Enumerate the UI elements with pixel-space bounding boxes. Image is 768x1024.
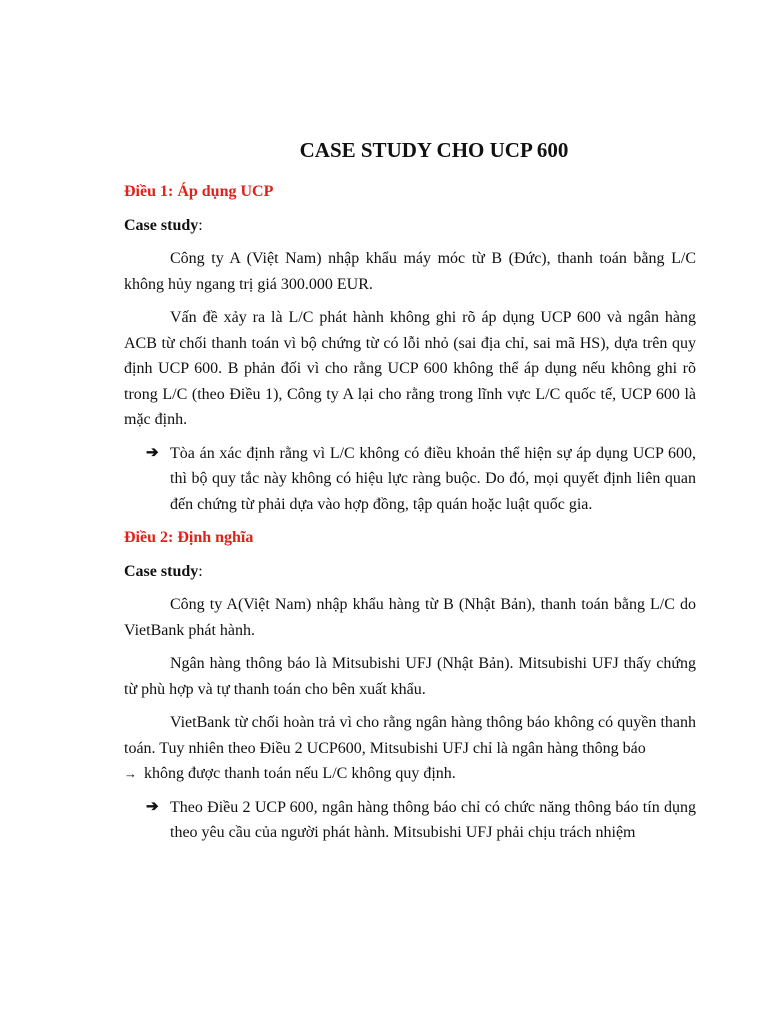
conclusion-text: Tòa án xác định rằng vì L/C không có điều khoản thể hiện sự áp dụng UCP 600, thì bộ quy tắc này không có hiệu lực ràng buộc. Do đó, mọi quyết định liên quan đến chứng từ phải dựa vào hợp đồng, tập quán hoặc luật quốc gia. <box>170 444 696 513</box>
case-study-label-text: Case study <box>124 216 199 234</box>
paragraph: Công ty A(Việt Nam) nhập khẩu hàng từ B (Nhật Bản), thanh toán bằng L/C do VietBank phát hành. <box>124 596 696 639</box>
section-heading-dieu-2: Điều 2: Định nghĩa <box>124 529 254 546</box>
arrow-bullet-icon: ➔ <box>146 444 159 461</box>
case-study-label-text: Case study <box>124 562 199 580</box>
paragraph-text: VietBank từ chối hoàn trả vì cho rằng ngân hàng thông báo không có quyền thanh toán. Tuy nhiên theo Điều 2 UCP600, Mitsubishi UFJ chỉ là ngân hàng thông báo <box>124 714 696 757</box>
section-heading-dieu-1: Điều 1: Áp dụng UCP <box>124 183 274 200</box>
case-study-label-colon: : <box>198 562 203 580</box>
paragraph: Vấn đề xảy ra là L/C phát hành không ghi rõ áp dụng UCP 600 và ngân hàng ACB từ chối thanh toán vì bộ chứng từ có lỗi nhỏ (sai địa chỉ, sai mã HS), dựa trên quy định UCP 600. B phản đối vì cho rằng UCP 600 không thể áp dụng nếu không ghi rõ trong L/C (theo Điều 1), Công ty A lại cho rằng trong lĩnh vực L/C quốc tế, UCP 600 là mặc định. <box>124 309 696 428</box>
case-study-label <box>124 559 696 585</box>
paragraph: Công ty A (Việt Nam) nhập khẩu máy móc từ B (Đức), thanh toán bằng L/C không hủy ngang trị giá 300.000 EUR. <box>124 250 696 293</box>
right-arrow-icon: → <box>124 766 137 781</box>
conclusion-text: Theo Điều 2 UCP 600, ngân hàng thông báo chỉ có chức năng thông báo tín dụng theo yêu cầu của người phát hành. Mitsubishi UFJ phải chịu trách nhiệm <box>170 798 696 841</box>
case-study-label <box>124 213 696 239</box>
conclusion-bullet <box>124 441 696 518</box>
continuation-text: không được thanh toán nếu L/C không quy định. <box>144 765 456 782</box>
case-study-label-colon: : <box>198 216 203 234</box>
conclusion-bullet <box>124 795 696 846</box>
continuation-line <box>124 761 696 787</box>
document-title: CASE STUDY CHO UCP 600 <box>299 138 569 162</box>
document-content <box>124 133 696 854</box>
paragraph: Ngân hàng thông báo là Mitsubishi UFJ (Nhật Bản). Mitsubishi UFJ thấy chứng từ phù hợp và tự thanh toán cho bên xuất khẩu. <box>124 655 696 698</box>
arrow-bullet-icon: ➔ <box>146 798 159 815</box>
paragraph <box>124 710 696 761</box>
